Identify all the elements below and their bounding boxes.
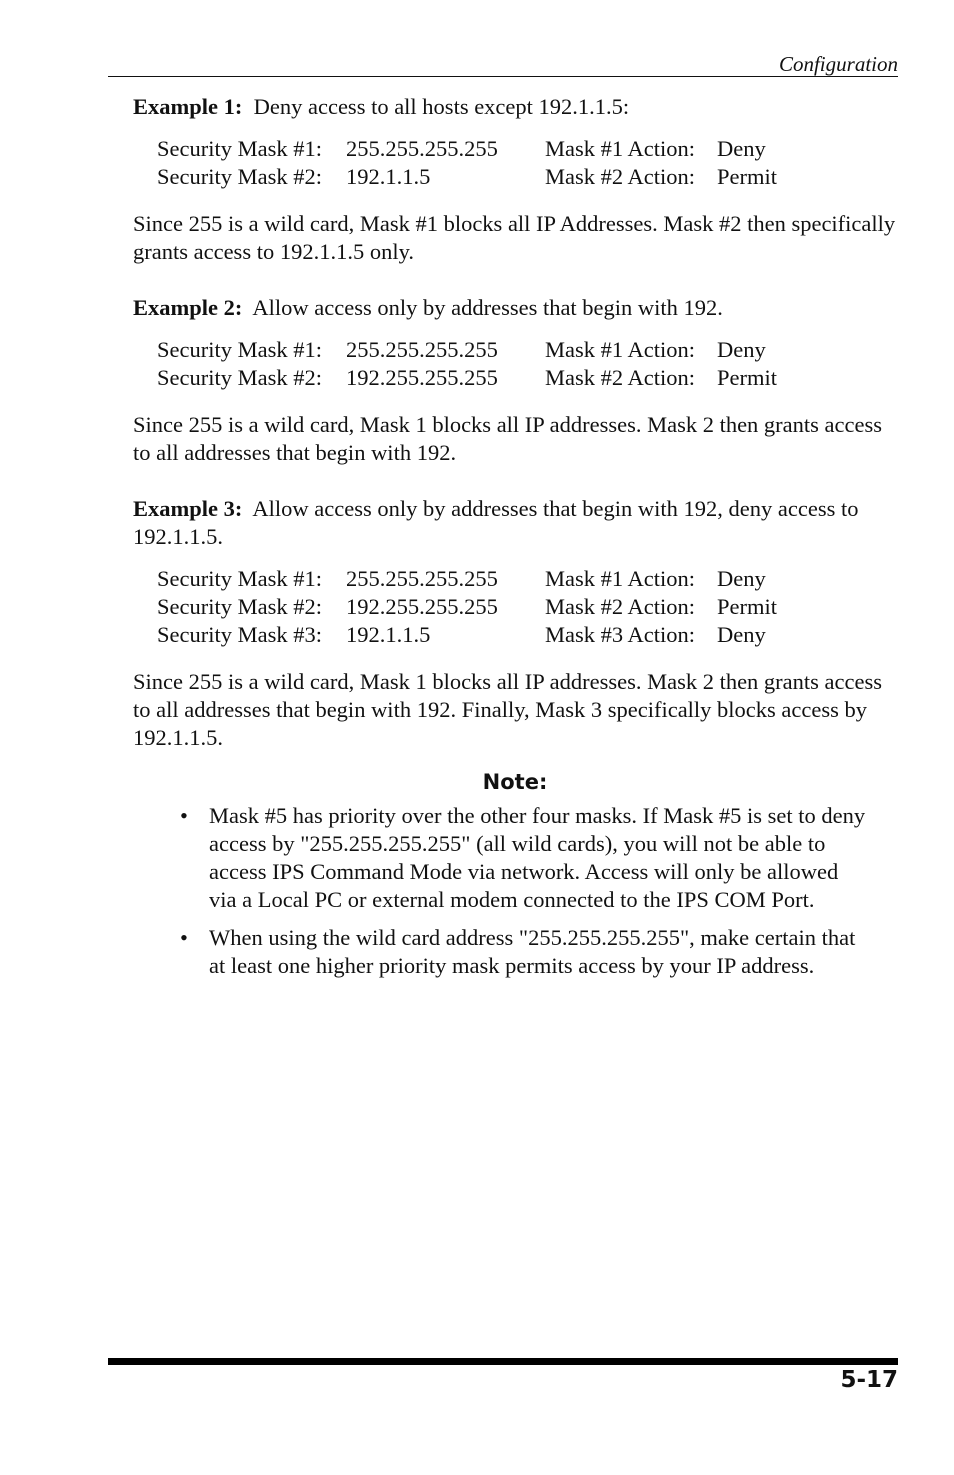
action-label: Mask #1 Action: — [545, 337, 695, 362]
table-row — [157, 364, 777, 392]
note-item-text: When using the wild card address "255.255.255.255", make certain that at least one higher priority mask permits access by your IP address. — [209, 925, 856, 978]
example-2-explanation: Since 255 is a wild card, Mask 1 blocks all IP addresses. Mask 2 then grants access to all addresses that begin with 192. — [133, 412, 883, 465]
example-1-text: Deny access to all hosts except 192.1.1.5: — [253, 94, 630, 119]
header-rule — [108, 76, 898, 77]
mask-value: 255.255.255.255 — [346, 566, 498, 591]
table-row — [157, 336, 777, 364]
mask-label: Security Mask #1: — [157, 136, 322, 161]
example-2-label: Example 2: — [133, 295, 243, 320]
mask-label: Security Mask #2: — [157, 365, 322, 390]
example-3-explanation: Since 255 is a wild card, Mask 1 blocks all IP addresses. Mask 2 then grants access to all addresses that begin with 192. Finally, Mask 3 specifically blocks access by 192.1.1.5. — [133, 669, 883, 750]
example-1-explanation: Since 255 is a wild card, Mask #1 blocks all IP Addresses. Mask #2 then specifically grants access to 192.1.1.5 only. — [133, 211, 896, 264]
mask-label: Security Mask #1: — [157, 337, 322, 362]
mask-value: 192.1.1.5 — [346, 622, 431, 647]
action-value: Permit — [717, 594, 777, 619]
header-title: Configuration — [778, 52, 898, 76]
note-list — [180, 802, 870, 990]
example-1-heading — [133, 93, 898, 121]
example-3-text: Allow access only by addresses that begin with 192, deny access to 192.1.1.5. — [133, 496, 859, 549]
action-label: Mask #2 Action: — [545, 594, 695, 619]
list-item — [180, 802, 870, 914]
example-2-heading — [133, 294, 898, 322]
example-3-heading — [133, 495, 898, 551]
table-row — [157, 593, 777, 621]
mask-label: Security Mask #2: — [157, 594, 322, 619]
table-row — [157, 135, 777, 163]
page-number: 5-17 — [840, 1367, 898, 1393]
mask-label: Security Mask #3: — [157, 622, 322, 647]
list-item — [180, 924, 870, 980]
example-2-text: Allow access only by addresses that begin with 192. — [252, 295, 723, 320]
mask-value: 192.1.1.5 — [346, 164, 431, 189]
example-1-mask-table — [157, 135, 777, 191]
action-value: Permit — [717, 365, 777, 390]
example-2-mask-table — [157, 336, 777, 392]
action-value: Deny — [717, 136, 766, 161]
table-row — [157, 163, 777, 191]
action-label: Mask #1 Action: — [545, 566, 695, 591]
action-value: Permit — [717, 164, 777, 189]
action-value: Deny — [717, 566, 766, 591]
mask-label: Security Mask #1: — [157, 566, 322, 591]
mask-value: 192.255.255.255 — [346, 594, 498, 619]
action-value: Deny — [717, 337, 766, 362]
action-label: Mask #2 Action: — [545, 365, 695, 390]
note-title: Note: — [482, 770, 548, 794]
mask-label: Security Mask #2: — [157, 164, 322, 189]
table-row — [157, 565, 777, 593]
action-label: Mask #3 Action: — [545, 622, 695, 647]
example-1-label: Example 1: — [133, 94, 243, 119]
example-3-mask-table — [157, 565, 777, 649]
mask-value: 255.255.255.255 — [346, 136, 498, 161]
example-3-label: Example 3: — [133, 496, 243, 521]
mask-value: 192.255.255.255 — [346, 365, 498, 390]
bullet-icon: • — [180, 803, 188, 828]
table-row — [157, 621, 777, 649]
action-value: Deny — [717, 622, 766, 647]
footer-rule — [108, 1358, 898, 1365]
action-label: Mask #2 Action: — [545, 164, 695, 189]
note-item-text: Mask #5 has priority over the other four masks. If Mask #5 is set to deny access by "255.255.255.255" (all wild cards), you will not be able to access IPS Command Mode via network. Access will only be allowed via a Local PC or external modem connected to the IPS COM Port. — [209, 803, 866, 912]
action-label: Mask #1 Action: — [545, 136, 695, 161]
bullet-icon: • — [180, 925, 188, 950]
mask-value: 255.255.255.255 — [346, 337, 498, 362]
